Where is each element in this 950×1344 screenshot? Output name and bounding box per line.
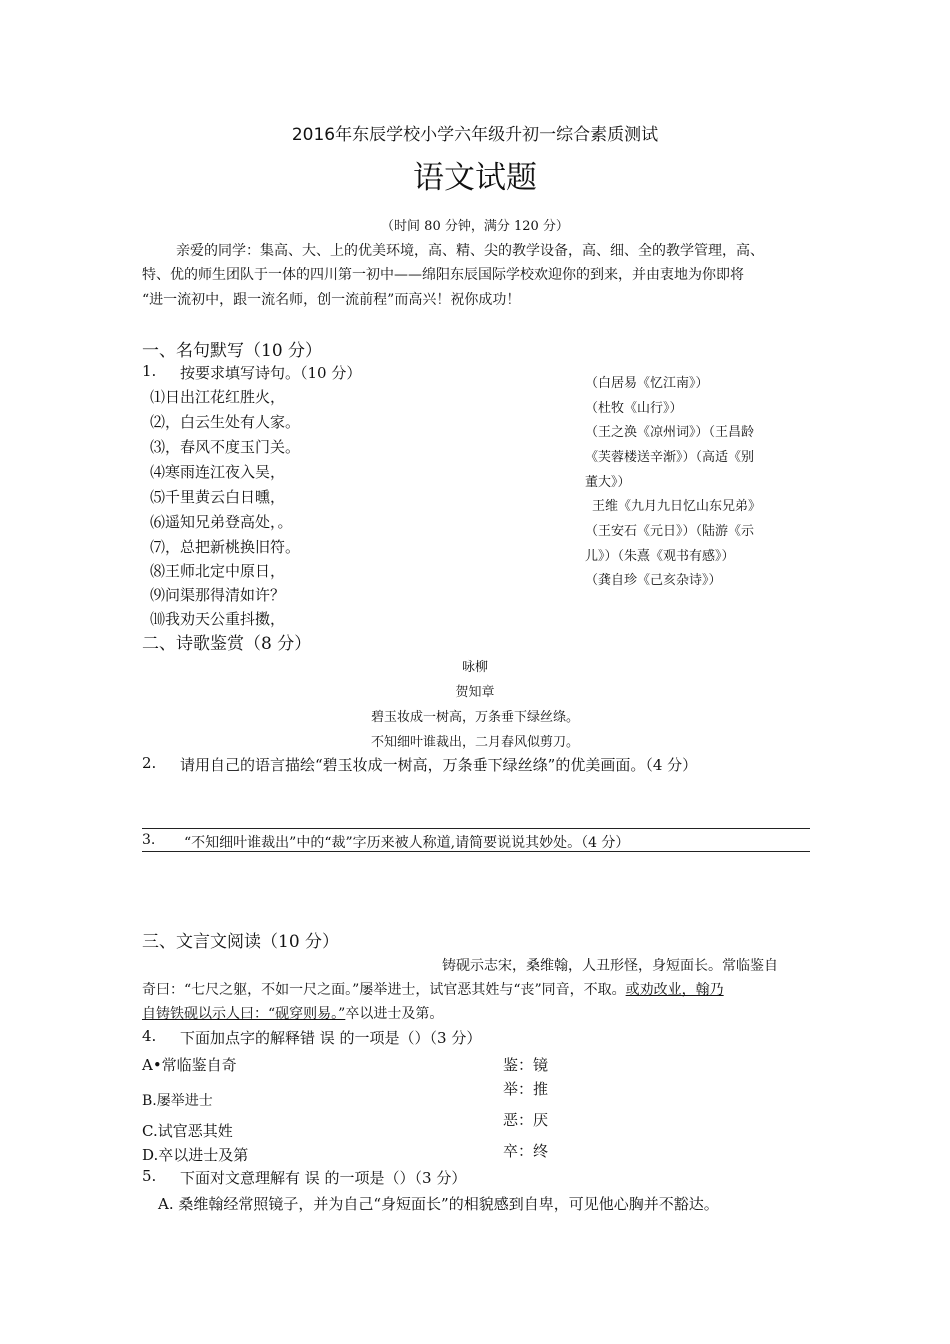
q5-option-a: A. 桑维翰经常照镜子，并为自己“身短面长”的相貌感到自卑，可见他心胸并不豁达。 <box>158 1195 719 1213</box>
poem-blank-6: ⑹遥知兄弟登高处，。 <box>150 513 293 531</box>
q5-prompt: 下面对文意理解有 误 的一项是（）（3 分） <box>180 1169 467 1187</box>
poem-blank-5: ⑸千里黄云白日曛， <box>150 488 286 506</box>
q5-number: 5. <box>142 1167 157 1185</box>
poem-blank-1: ⑴日出江花红胜火， <box>150 388 286 406</box>
poem-blank-2: ⑵，白云生处有人家。 <box>150 413 301 431</box>
poem-blank-9: ⑼问渠那得清如许？ <box>150 586 286 604</box>
passage-line-2-plain: 奇曰：“七尺之躯，不如一尺之面。”屡举进士，试官恶其姓与“丧”同音，不取。 <box>142 982 626 998</box>
q1-prompt: 按要求填写诗句。（10 分） <box>180 364 362 382</box>
passage-line-1: 铸砚示志宋，桑维翰，人丑形怪，身短面长。常临鉴自 <box>442 958 778 974</box>
passage-line-3 <box>142 1003 443 1023</box>
source-3: （王之涣《凉州词》）（王昌龄 <box>585 425 755 440</box>
q4-gloss-a: 鉴：镜 <box>503 1056 549 1074</box>
q3-number: 3. <box>142 832 156 848</box>
poem-author: 贺知章 <box>455 685 495 700</box>
q4-option-a: A•常临鉴自奇 <box>142 1056 237 1074</box>
source-8: 儿》）（朱熹《观书有感》） <box>585 549 735 564</box>
answer-line-q2 <box>142 828 810 829</box>
source-1: （白居易《忆江南》） <box>585 376 709 391</box>
school-title: 2016年东辰学校小学六年级升初一综合素质测试 <box>291 125 659 145</box>
section3-heading: 三、文言文阅读（10 分） <box>142 932 340 952</box>
q2-number: 2. <box>142 754 157 772</box>
q4-number: 4. <box>142 1027 157 1045</box>
passage-line-2 <box>142 979 724 999</box>
passage-underlined-b: 自铸铁砚以示人曰：“砚穿则易。” <box>142 1006 346 1022</box>
poem-blank-3: ⑶，春风不度玉门关。 <box>150 438 301 456</box>
poem-title: 咏柳 <box>461 660 488 675</box>
q4-option-c: C.试官恶其姓 <box>142 1122 233 1140</box>
poem-blank-8: ⑻王师北定中原日， <box>150 562 286 580</box>
poem-line-2: 不知细叶谁裁出，二月春风似剪刀。 <box>370 735 579 750</box>
poem-blank-10: ⑽我劝天公重抖擞， <box>150 610 286 628</box>
source-6: 王维《九月九日忆山东兄弟》 <box>592 499 762 514</box>
source-7: （王安石《元日》）（陆游《示 <box>585 524 755 539</box>
q3-prompt: “不知细叶谁裁出”中的“裁”字历来被人称道,请简要说说其妙处。（4 分） <box>184 835 630 851</box>
passage-line-3-plain: 卒以进士及第。 <box>345 1006 444 1022</box>
subject-title: 语文试题 <box>413 160 537 196</box>
source-5: 董大》） <box>585 475 631 490</box>
q4-gloss-b: 举：推 <box>503 1080 549 1098</box>
passage-underlined-a: 或劝改业，翰乃 <box>625 982 724 998</box>
q4-gloss-d: 卒：终 <box>503 1142 549 1160</box>
q4-gloss-c: 恶：厌 <box>503 1111 549 1129</box>
poem-blank-4: ⑷寒雨连江夜入吴， <box>150 463 286 481</box>
source-9: （龚自珍《己亥杂诗》） <box>585 573 722 588</box>
q4-option-d: D.卒以进士及第 <box>142 1146 249 1164</box>
poem-line-1: 碧玉妆成一树高，万条垂下绿丝绦。 <box>370 710 579 725</box>
section1-heading: 一、名句默写（10 分） <box>142 341 323 361</box>
intro-line-3: “进一流初中，跟一流名师，创一流前程”而高兴！祝你成功！ <box>142 292 521 308</box>
source-2: （杜牧《山行》） <box>585 401 683 416</box>
q1-number: 1. <box>142 362 157 380</box>
q4-prompt: 下面加点字的解释错 误 的一项是（）（3 分） <box>180 1029 482 1047</box>
poem-blank-7: ⑺，总把新桃换旧符。 <box>150 538 301 556</box>
intro-line-1: 亲爱的同学：集高、大、上的优美环境，高、精、尖的教学设备，高、细、全的教学管理，高、 <box>176 243 764 259</box>
time-note: （时间 80 分钟，满分 120 分） <box>381 219 569 234</box>
q4-option-b: B.屡举进士 <box>142 1093 213 1109</box>
q2-prompt: 请用自己的语言描绘“碧玉妆成一树高，万条垂下绿丝绦”的优美画面。（4 分） <box>180 756 698 774</box>
answer-line-q3 <box>142 851 810 852</box>
intro-line-2: 特、优的师生团队于一体的四川第一初中——绵阳东辰国际学校欢迎你的到来，并由衷地为你即将 <box>142 267 744 283</box>
source-4: 《芙蓉楼送辛渐》）（高适《别 <box>585 450 755 465</box>
section2-heading: 二、诗歌鉴赏（8 分） <box>142 634 312 654</box>
